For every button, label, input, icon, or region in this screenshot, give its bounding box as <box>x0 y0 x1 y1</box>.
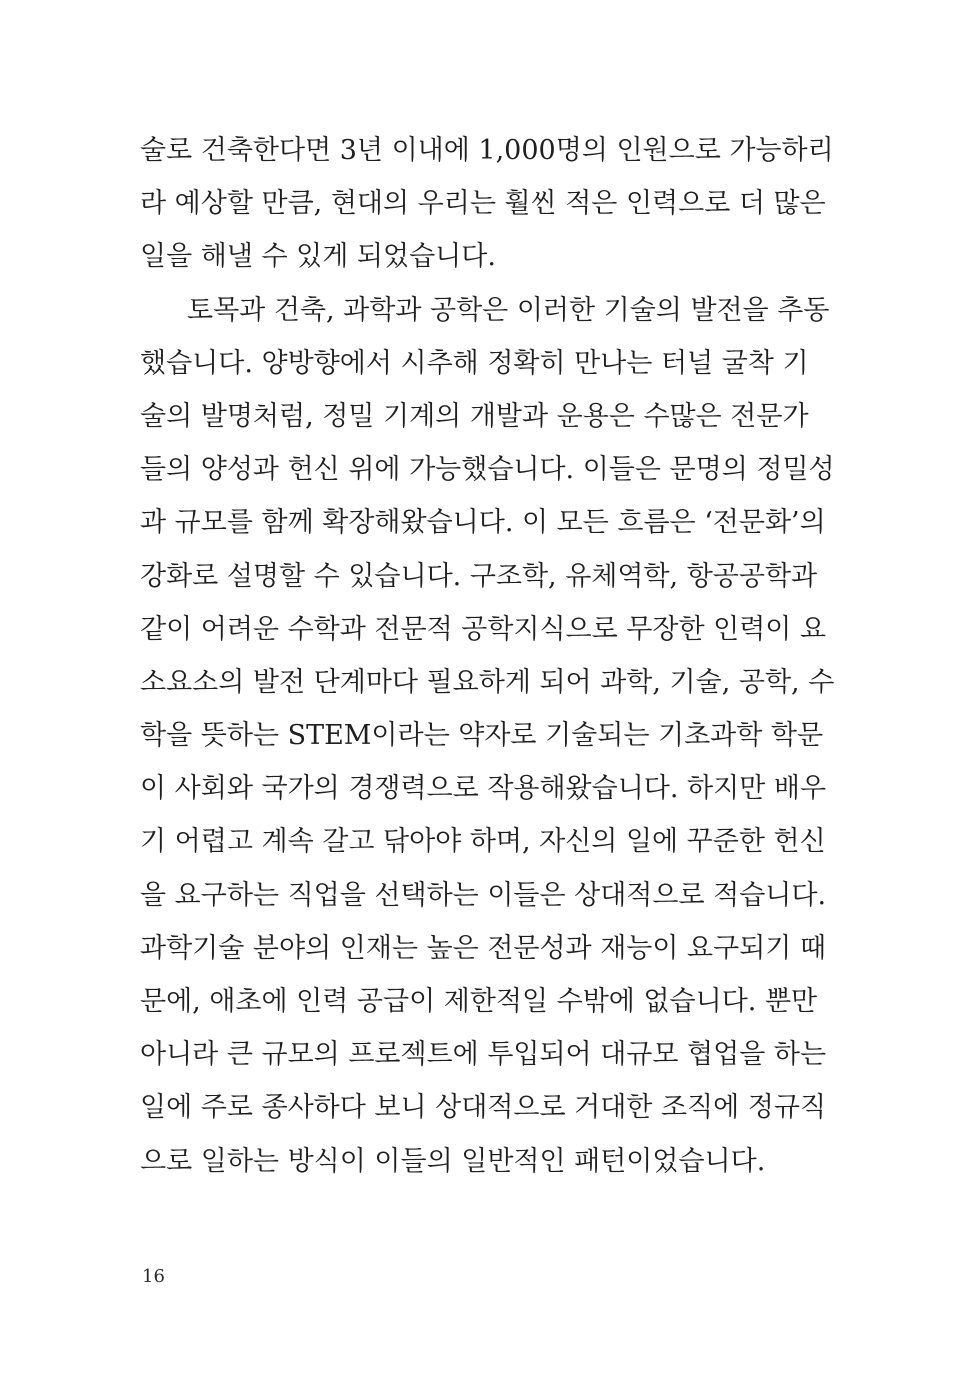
text-line: 술의 발명처럼, 정밀 기계의 개발과 운용은 수많은 전문가 <box>140 400 809 432</box>
text-line: 문에, 애초에 인력 공급이 제한적일 수밖에 없습니다. 뿐만 <box>140 986 818 1017</box>
paragraph-start-line: 토목과 건축, 과학과 공학은 이러한 기술의 발전을 추동 <box>187 294 830 326</box>
text-line: 했습니다. 양방향에서 시추해 정확히 만나는 터널 굴착 기 <box>140 347 809 379</box>
text-line: 같이 어려운 수학과 전문적 공학지식으로 무장한 인력이 요 <box>140 613 827 645</box>
text-line: 기 어렵고 계속 갈고 닦아야 하며, 자신의 일에 꾸준한 헌신 <box>140 826 826 858</box>
text-line: 소요소의 발전 단계마다 필요하게 되어 과학, 기술, 공학, 수 <box>140 666 835 698</box>
text-line: 과학기술 분야의 인재는 높은 전문성과 재능이 요구되기 때 <box>140 932 827 964</box>
text-line: 이 사회와 국가의 경쟁력으로 작용해왔습니다. 하지만 배우 <box>140 773 827 805</box>
text-line: 으로 일하는 방식이 이들의 일반적인 패턴이었습니다. <box>140 1145 766 1177</box>
text-line: 강화로 설명할 수 있습니다. 구조학, 유체역학, 항공공학과 <box>140 560 818 592</box>
text-line: 학을 뜻하는 STEM이라는 약자로 기술되는 기초과학 학문 <box>140 720 824 752</box>
text-line: 라 예상할 만큼, 현대의 우리는 훨씬 적은 인력으로 더 많은 <box>140 188 826 220</box>
text-line: 술로 건축한다면 3년 이내에 1,000명의 인원으로 가능하리 <box>140 135 834 166</box>
text-line: 일을 해낼 수 있게 되었습니다. <box>140 241 496 273</box>
text-line: 들의 양성과 헌신 위에 가능했습니다. 이들은 문명의 정밀성 <box>140 454 835 486</box>
text-line: 을 요구하는 직업을 선택하는 이들은 상대적으로 적습니다. <box>140 879 827 911</box>
text-line: 일에 주로 종사하다 보니 상대적으로 거대한 조직에 정규직 <box>140 1092 827 1124</box>
page-number: 16 <box>142 1266 165 1287</box>
text-line: 과 규모를 함께 확장해왔습니다. 이 모든 흐름은 ‘전문화’의 <box>140 507 826 539</box>
text-line: 아니라 큰 규모의 프로젝트에 투입되어 대규모 협업을 하는 <box>140 1039 827 1071</box>
body-text <box>140 124 835 1188</box>
